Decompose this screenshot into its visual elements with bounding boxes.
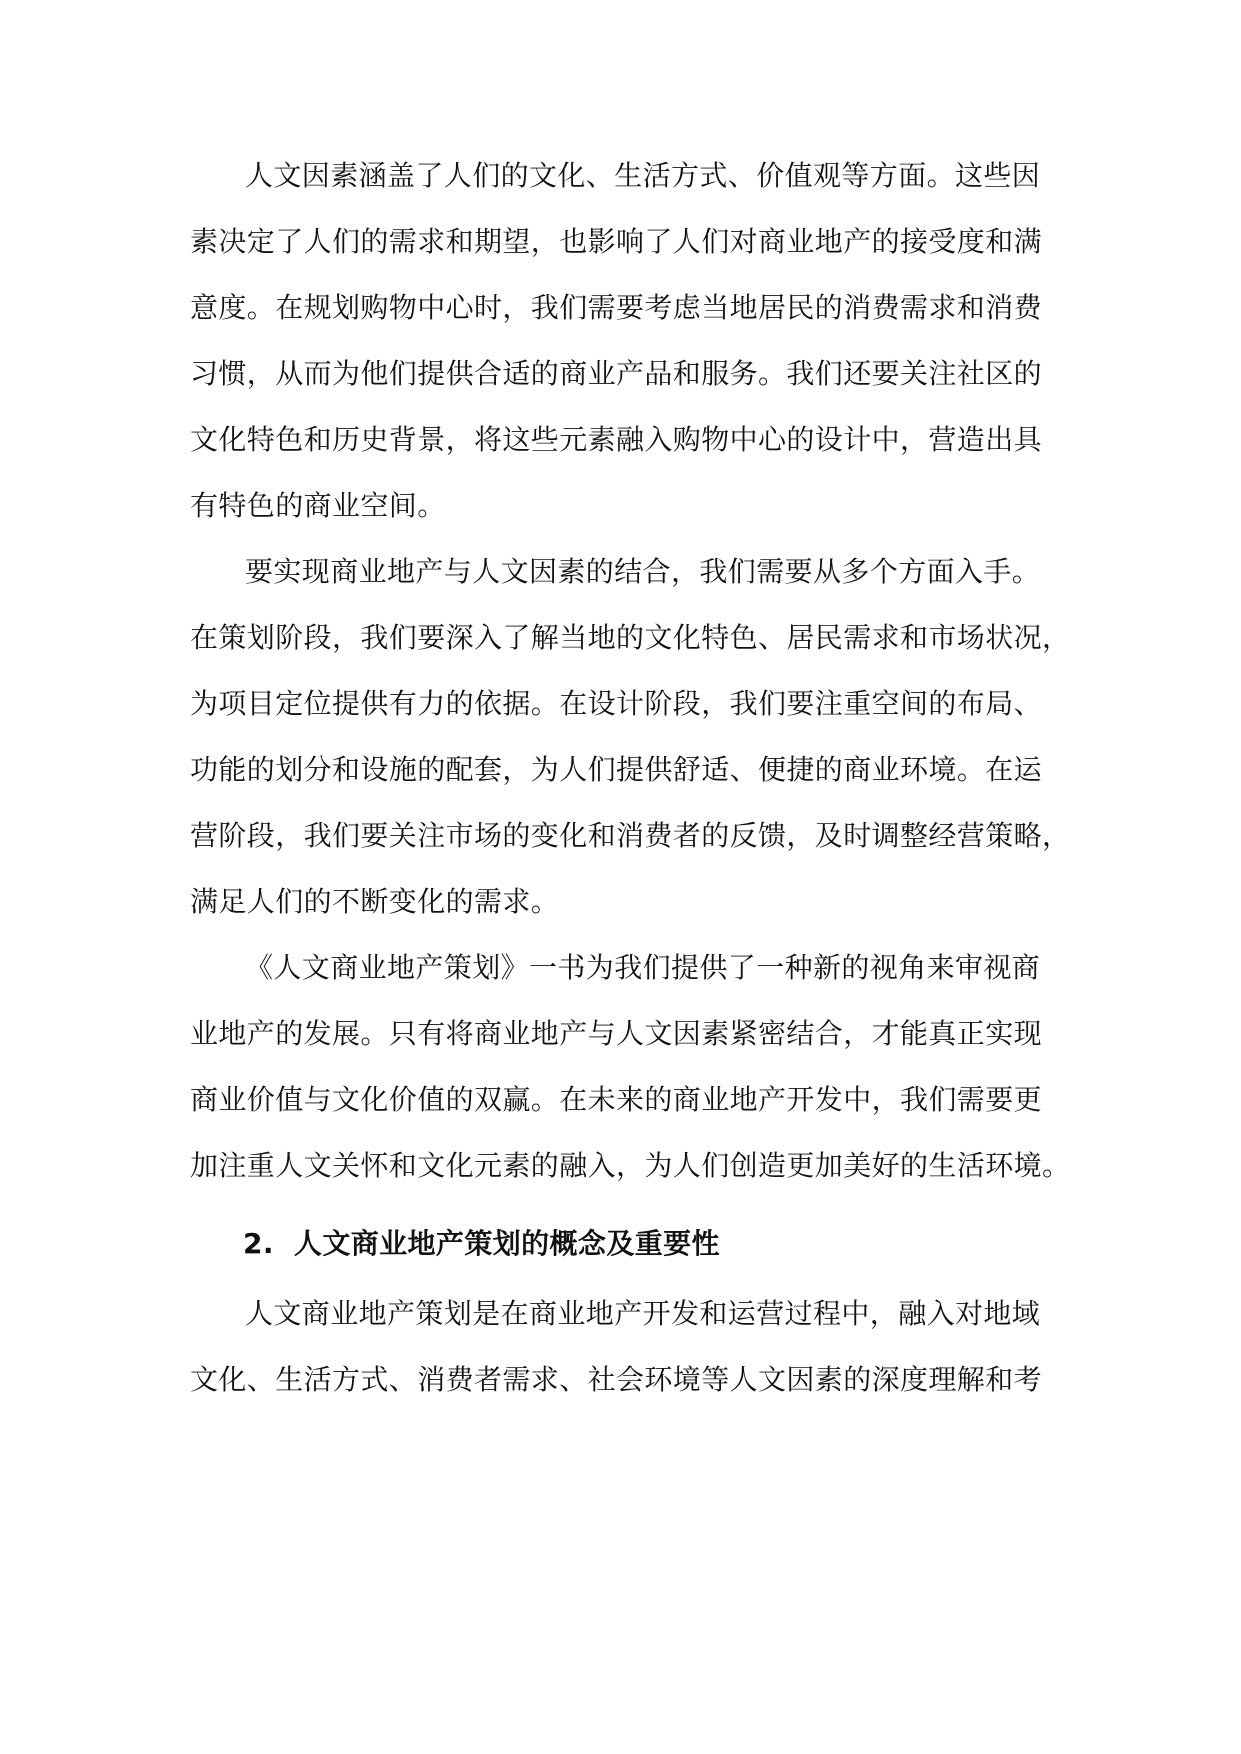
paragraph-2-line-1: 要实现商业地产与人文因素的结合，我们需要从多个方面入手。 bbox=[245, 555, 1041, 588]
paragraph-4-line-2: 文化、生活方式、消费者需求、社会环境等人文因素的深度理解和考 bbox=[190, 1363, 1043, 1396]
section-number: 2. bbox=[243, 1227, 274, 1260]
paragraph-1-line-3: 意度。在规划购物中心时，我们需要考虑当地居民的消费需求和消费 bbox=[190, 291, 1043, 324]
paragraph-1-line-6: 有特色的商业空间。 bbox=[190, 489, 446, 522]
paragraph-2-line-5: 营阶段，我们要关注市场的变化和消费者的反馈，及时调整经营策略， bbox=[190, 819, 1071, 852]
paragraph-3-line-1: 《人文商业地产策划》一书为我们提供了一种新的视角来审视商 bbox=[245, 951, 1041, 984]
paragraph-2-line-3: 为项目定位提供有力的依据。在设计阶段，我们要注重空间的布局、 bbox=[190, 687, 1043, 720]
section-title: 人文商业地产策划的概念及重要性 bbox=[293, 1227, 720, 1260]
paragraph-3-line-4: 加注重人文关怀和文化元素的融入，为人们创造更加美好的生活环境。 bbox=[190, 1149, 1071, 1182]
paragraph-1-line-5: 文化特色和历史背景，将这些元素融入购物中心的设计中，营造出具 bbox=[190, 423, 1043, 456]
paragraph-4-line-1: 人文商业地产策划是在商业地产开发和运营过程中，融入对地域 bbox=[245, 1297, 1041, 1330]
paragraph-1-line-1: 人文因素涵盖了人们的文化、生活方式、价值观等方面。这些因 bbox=[245, 159, 1041, 192]
paragraph-2-line-4: 功能的划分和设施的配套，为人们提供舒适、便捷的商业环境。在运 bbox=[190, 753, 1043, 786]
paragraph-3-line-3: 商业价值与文化价值的双赢。在未来的商业地产开发中，我们需要更 bbox=[190, 1083, 1043, 1116]
paragraph-2-line-2: 在策划阶段，我们要深入了解当地的文化特色、居民需求和市场状况， bbox=[190, 621, 1071, 654]
paragraph-1-line-2: 素决定了人们的需求和期望，也影响了人们对商业地产的接受度和满 bbox=[190, 225, 1043, 258]
paragraph-2-line-6: 满足人们的不断变化的需求。 bbox=[190, 885, 560, 918]
paragraph-3-line-2: 业地产的发展。只有将商业地产与人文因素紧密结合，才能真正实现 bbox=[190, 1017, 1043, 1050]
section-heading bbox=[243, 1224, 720, 1264]
paragraph-1-line-4: 习惯，从而为他们提供合适的商业产品和服务。我们还要关注社区的 bbox=[190, 357, 1043, 390]
